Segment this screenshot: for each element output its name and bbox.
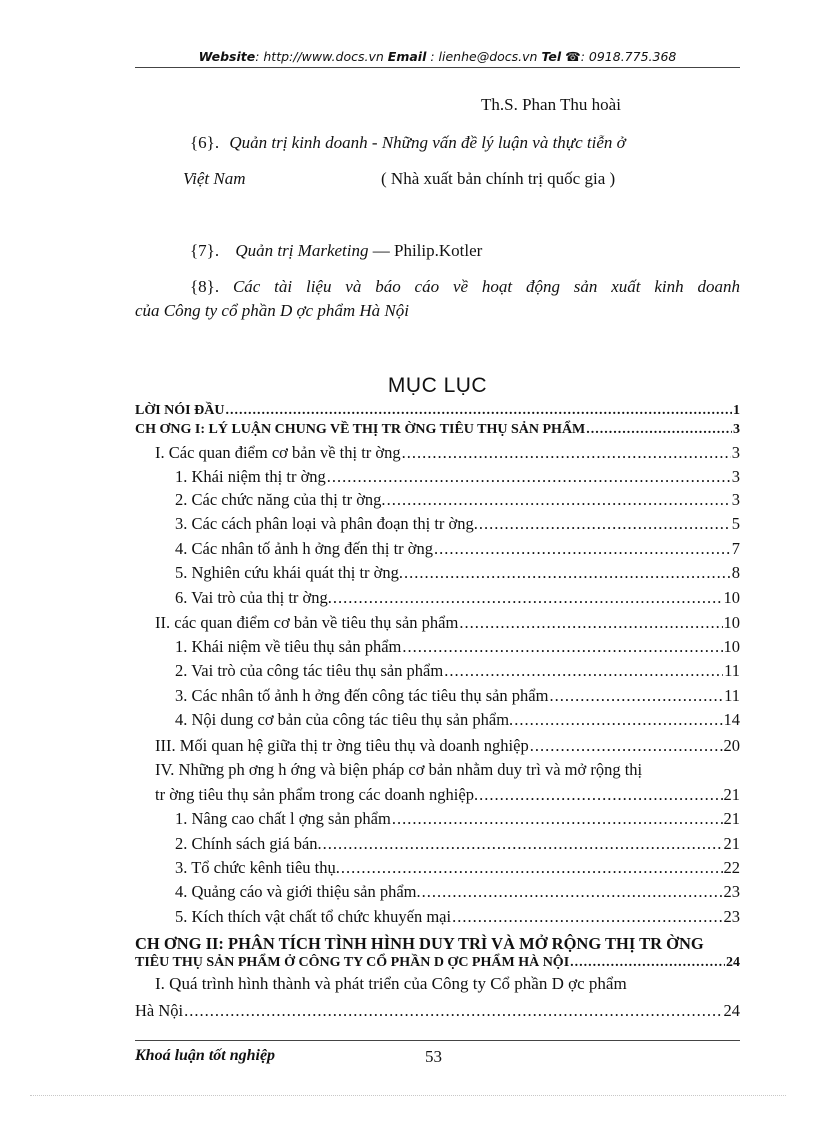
- toc-entry[interactable]: tr ờng tiêu thụ sản phẩm trong các doanh nghiệp. ..... 21: [155, 785, 740, 805]
- toc-entry[interactable]: 4. Các nhân tố ảnh h ởng đến thị tr ờng ..... 7: [175, 539, 740, 559]
- website-value[interactable]: : http://www.docs.vn: [255, 49, 384, 64]
- ref6-title-cont: Việt Nam: [183, 169, 246, 188]
- toc-entry[interactable]: 1. Khái niệm về tiêu thụ sản phẩm ..... 10: [175, 637, 740, 657]
- ref7-author: — Philip.Kotler: [372, 241, 483, 260]
- ref8-title: Các tài liệu và báo cáo về hoạt động sản xuất kinh doanh: [232, 277, 741, 296]
- tel-label: Tel: [541, 49, 562, 64]
- ref6: [190, 133, 626, 153]
- toc-entry[interactable]: II. các quan điểm cơ bản về tiêu thụ sản phẩm ..... 10: [155, 613, 740, 633]
- toc-entry[interactable]: 4. Quảng cáo và giới thiệu sản phẩm. ..... 23: [175, 882, 740, 902]
- toc-title: MỤC LỤC: [387, 374, 488, 397]
- email-value[interactable]: : lienhe@docs.vn: [430, 49, 538, 64]
- ref6-publisher: ( Nhà xuất bản chính trị quốc gia ): [381, 169, 616, 188]
- author-line: Th.S. Phan Thu hoài: [481, 95, 621, 114]
- toc-entry[interactable]: TIÊU THỤ SẢN PHẨM Ở CÔNG TY CỔ PHẦN D ỢC PHẨM HÀ NỘI ..... 24: [135, 955, 740, 971]
- toc-entry[interactable]: IV. Những ph ơng h ớng và biện pháp cơ bản nhằm duy trì và mở rộng thị: [155, 760, 643, 779]
- ref6-title: Quản trị kinh doanh - Những vấn đề lý luận và thực tiễn ở: [229, 133, 626, 152]
- ref7-number: {7}.: [190, 241, 220, 260]
- toc-entry[interactable]: 2. Các chức năng của thị tr ờng. ..... 3: [175, 490, 740, 510]
- phone-icon: ☎: [565, 49, 581, 64]
- page-header: [135, 49, 740, 64]
- toc-entry[interactable]: 2. Vai trò của công tác tiêu thụ sản phẩm ..... 11: [175, 661, 740, 681]
- toc-entry[interactable]: 6. Vai trò của thị tr ờng. ..... 10: [175, 588, 740, 608]
- toc-entry[interactable]: Hà Nội ..... 24: [135, 1001, 740, 1021]
- toc-entry[interactable]: 4. Nội dung cơ bản của công tác tiêu thụ sản phẩm. ..... 14: [175, 710, 740, 730]
- toc-entry[interactable]: 5. Kích thích vật chất tổ chức khuyến mại ..... 23: [175, 907, 740, 927]
- ref6-number: {6}.: [190, 133, 220, 152]
- toc-entry[interactable]: 2. Chính sách giá bán. ..... 21: [175, 834, 740, 854]
- toc-entry[interactable]: CH ƠNG I: LÝ LUẬN CHUNG VỀ THỊ TR ỜNG TIÊU THỤ SẢN PHẨM ..... 3: [135, 422, 740, 438]
- toc-entry[interactable]: I. Quá trình hình thành và phát triển của Công ty Cổ phần D ợc phẩm: [155, 974, 627, 993]
- toc-entry[interactable]: I. Các quan điểm cơ bản về thị tr ờng ..... 3: [155, 443, 740, 463]
- email-label: Email: [387, 49, 427, 64]
- ref8-line1: [190, 277, 740, 297]
- page-break-line: [30, 1095, 786, 1096]
- toc-entry[interactable]: 3. Các nhân tố ảnh h ởng đến công tác tiêu thụ sản phẩm ..... 11: [175, 686, 740, 706]
- toc-entry[interactable]: CH ƠNG II: PHÂN TÍCH TÌNH HÌNH DUY TRÌ VÀ MỞ RỘNG THỊ TR ỜNG: [135, 934, 704, 953]
- footer-divider: [135, 1040, 740, 1041]
- toc-entry[interactable]: III. Mối quan hệ giữa thị tr ờng tiêu thụ và doanh nghiệp ..... 20: [155, 736, 740, 756]
- toc-entry[interactable]: 5. Nghiên cứu khái quát thị tr ờng. ..... 8: [175, 563, 740, 583]
- toc-entry[interactable]: 1. Khái niệm thị tr ờng ..... 3: [175, 467, 740, 487]
- ref7-title: Quản trị Marketing: [235, 241, 369, 260]
- tel-value: : 0918.775.368: [580, 49, 677, 64]
- ref8-number: {8}.: [190, 277, 220, 296]
- toc-entry[interactable]: LỜI NÓI ĐẦU ..... 1: [135, 403, 740, 419]
- ref8-line2: của Công ty cổ phần D ợc phẩm Hà Nội: [135, 301, 409, 320]
- header-divider: [135, 67, 740, 68]
- website-label: Website: [198, 49, 256, 64]
- page-number: 53: [425, 1047, 442, 1066]
- toc-entry[interactable]: 3. Tổ chức kênh tiêu thụ. ..... 22: [175, 858, 740, 878]
- toc-entry[interactable]: 3. Các cách phân loại và phân đoạn thị tr ờng. ..... 5: [175, 514, 740, 534]
- toc-entry[interactable]: 1. Nâng cao chất l ợng sản phẩm ..... 21: [175, 809, 740, 829]
- ref7: [190, 241, 482, 261]
- footer-title: Khoá luận tốt nghiệp: [135, 1047, 276, 1064]
